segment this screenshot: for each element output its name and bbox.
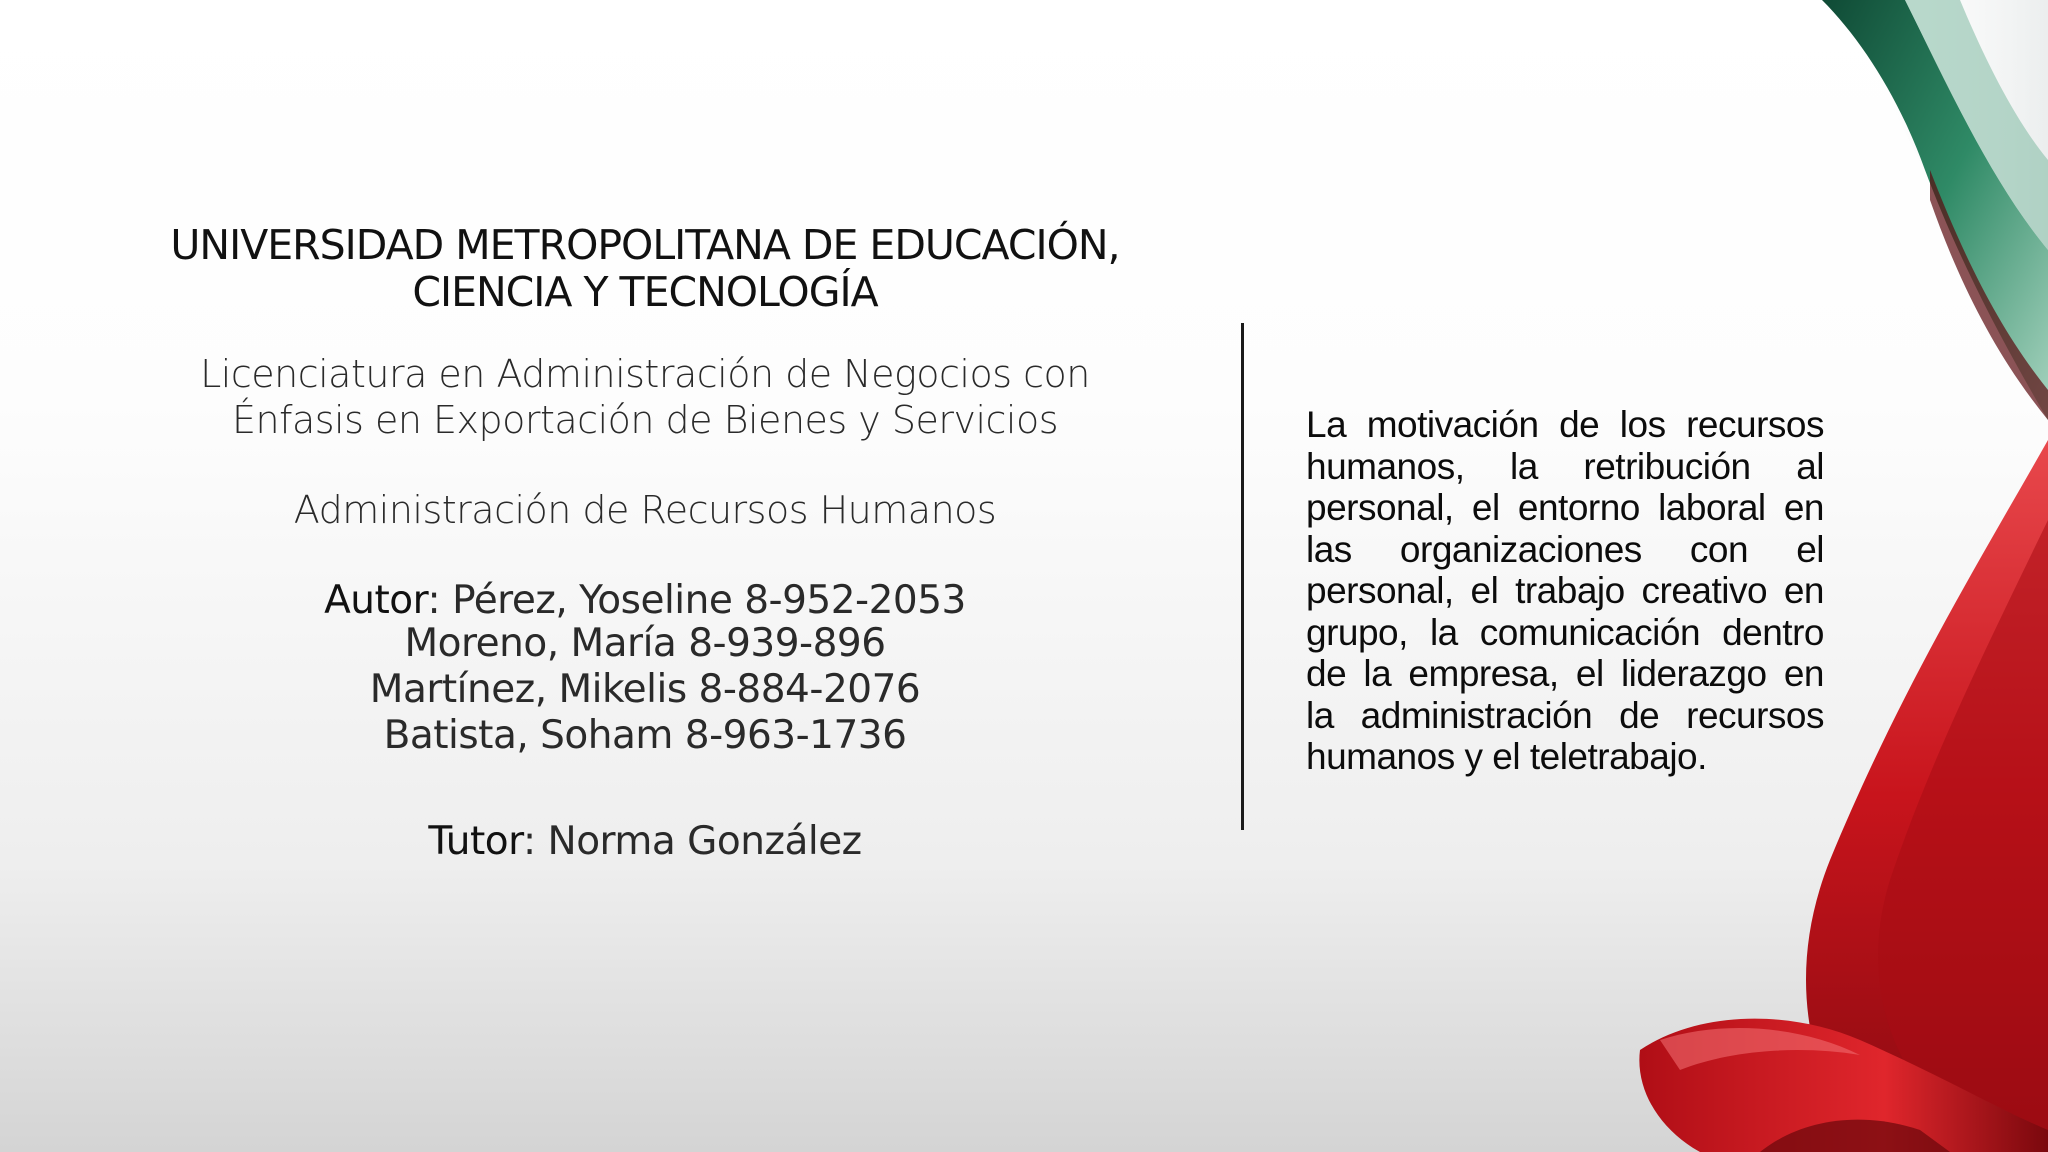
tutor-separator: : [522,819,548,864]
author-name: Moreno, María 8-939-896 [404,621,886,666]
university-title-line-1: UNIVERSIDAD METROPOLITANA DE EDUCACIÓN, [170,221,1120,269]
topic-summary: La motivación de los recursos humanos, la retribución al personal, el entorno laboral en las organizaciones con el personal, el trabajo creativo en grupo, la comunicación dentro de la empresa, el liderazgo en la administración de recursos humanos y el teletrabajo. [1306,404,1824,777]
title-block [120,222,1170,865]
author-name: Martínez, Mikelis 8-884-2076 [369,667,921,712]
course-name: Administración de Recursos Humanos [293,488,997,532]
author-name: Batista, Soham 8-963-1736 [383,713,907,758]
tutor-label: Tutor [428,819,523,864]
degree-program-line-1: Licenciatura en Administración de Negocios con [200,352,1090,396]
vertical-divider [1241,323,1244,830]
author-separator: : [427,578,453,623]
degree-program-line-2: Énfasis en Exportación de Bienes y Servicios [231,398,1059,442]
tutor-name: Norma González [547,819,862,864]
author-label: Autor [324,578,428,623]
author-name: Pérez, Yoseline 8-952-2053 [452,578,966,623]
authors-block [120,578,1170,759]
university-title [120,222,1170,316]
author-line-1 [120,578,1170,623]
degree-program [120,351,1170,443]
tutor-line [120,819,1170,865]
university-title-line-2: CIENCIA Y TECNOLOGÍA [412,268,878,316]
